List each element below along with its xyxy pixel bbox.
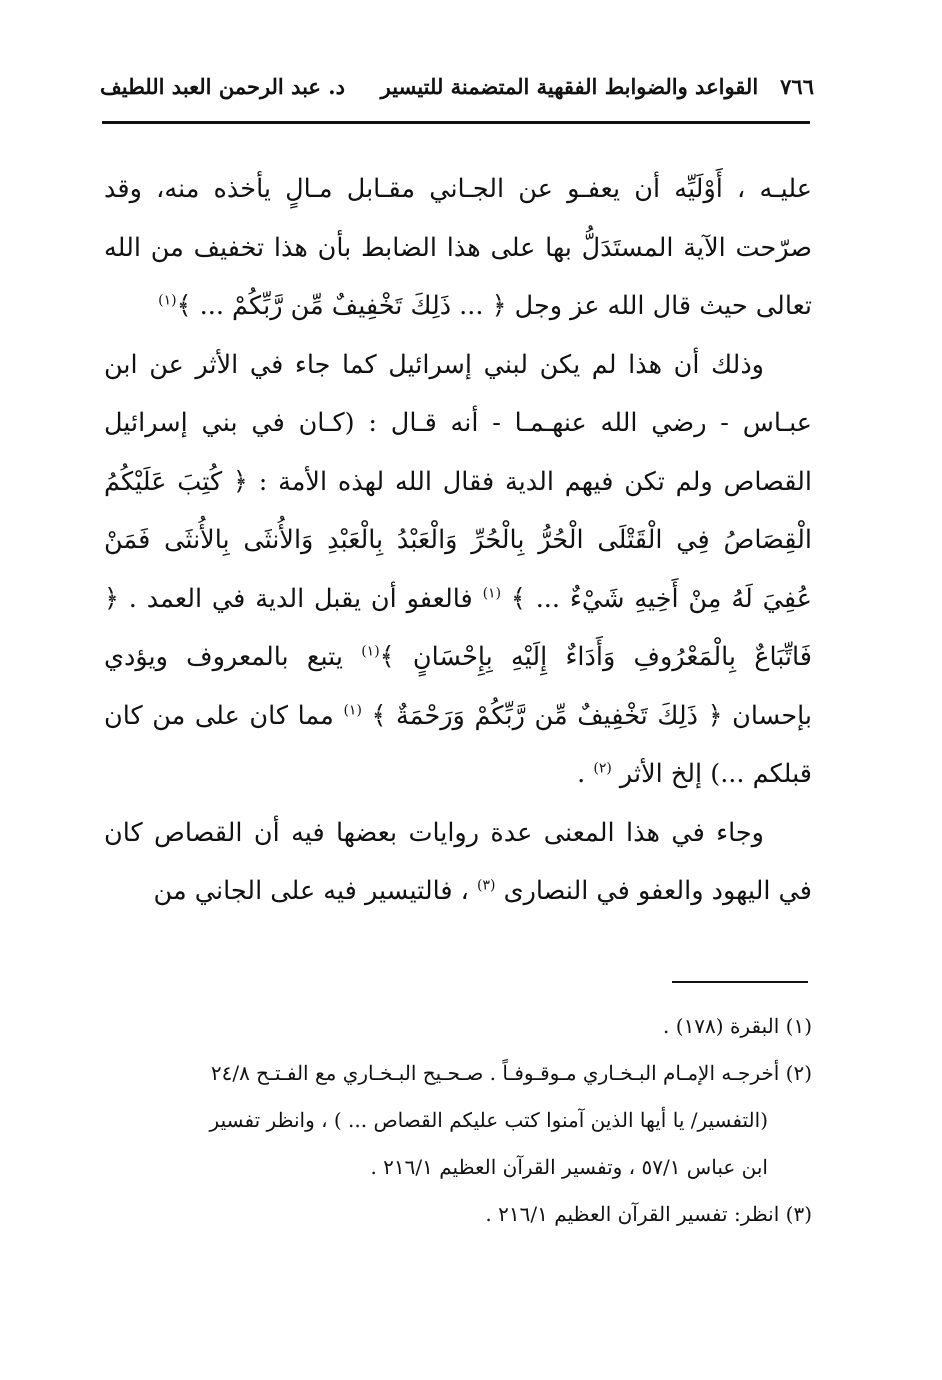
book-title: القواعد والضوابط الفقهية المتضمنة للتيسير xyxy=(380,74,759,99)
footnote-2 xyxy=(100,1050,812,1191)
paragraph-1 xyxy=(104,160,812,336)
footnote-3 xyxy=(100,1191,812,1238)
paragraph-text: ، فالتيسير فيه على الجاني من xyxy=(153,876,469,906)
footnote-text: (٣) انظر: تفسير القرآن العظيم ٢١٦/١ . xyxy=(485,1202,812,1226)
footnote-1 xyxy=(100,1003,812,1050)
footnote-text: (التفسير/ يا أيها الذين آمنوا كتب عليكم القصاص ... ) ، وانظر تفسير xyxy=(209,1108,768,1132)
footnote-ref: (٢) xyxy=(593,760,612,777)
paragraph-text: مما كان على من كان قبلكم ...) إلخ الأثر xyxy=(104,700,812,789)
footnote-ref: (٣) xyxy=(477,877,496,894)
footnote-text: ابن عباس ٥٧/١ ، وتفسير القرآن العظيم ٢١٦/١ . xyxy=(370,1155,768,1179)
paragraph-2 xyxy=(104,336,812,804)
running-header xyxy=(100,74,814,108)
paragraph-3 xyxy=(104,804,812,921)
footnote-ref: (١) xyxy=(361,643,380,660)
paragraph-text: . xyxy=(577,759,586,789)
author-name: د. عبد الرحمن العبد اللطيف xyxy=(100,74,345,99)
body-text xyxy=(104,160,812,921)
footnote-text: (١) البقرة (١٧٨) . xyxy=(663,1014,812,1038)
footnote-ref: (١) xyxy=(343,702,362,718)
page-number: ٧٦٦ xyxy=(780,74,814,99)
footnote-rule xyxy=(672,981,808,983)
footnote-text: (٢) أخرجـه الإمـام البـخـاري مـوقـوفـاً . صـحـيح البـخـاري مع الفـتـح ٢٤/٨ xyxy=(210,1061,812,1085)
footnote-ref: (١) xyxy=(158,292,177,309)
paragraph-text: يتبع بالمعروف ويؤدي بإحسان ﴿ ذَلِكَ تَخْفِيفٌ مِّن رَّبِّكُمْ وَرَحْمَةٌ ﴾ xyxy=(104,642,812,731)
paragraph-text: وذلك أن هذا لم يكن لبني إسرائيل كما جاء في الأثر عن ابن عبـاس - رضي الله عنهـمـا - أنه قـال : (كـان في بني إسرائيل القصاص ولم تكن فيهم الدية فقال الله لهذه الأمة : ﴿ كُتِبَ عَلَيْكُمُ الْقِصَاصُ فِي الْقَتْلَى الْحُرُّ بِالْحُرِّ وَالْعَبْدُ بِالْعَبْدِ وَالأُنثَى بِالأُنثَى فَمَنْ عُفِيَ لَهُ مِنْ أَخِيهِ شَيْءٌ ... ﴾ xyxy=(104,349,812,614)
footnote-ref: (١) xyxy=(482,585,502,601)
paragraph-text: عليـه ، أَوْلَيِّه أن يعفـو عن الجـاني مقـابل مـالٍ يأخذه منه، وقد صرّحت الآية المستَدَلُّ بها على هذا الضابط بأن هذا تخفيف من الله تعالى حيث قال الله عز وجل ﴿ ... ذَلِكَ تَخْفِيفٌ مِّن رَّبِّكُمْ ... ﴾ xyxy=(104,174,812,321)
paragraph-text: فالعفو أن يقبل الدية في العمد . ﴿ فَاتِّبَاعٌ بِالْمَعْرُوفِ وَأَدَاءٌ إِلَيْهِ بِإِحْسَانٍ ﴾ xyxy=(104,583,812,672)
header-rule xyxy=(102,121,810,124)
footnotes xyxy=(100,1003,812,1238)
paragraph-text: وجاء في هذا المعنى عدة روايات بعضها فيه أن القصاص كان في اليهود والعفو في النصارى xyxy=(104,817,812,906)
